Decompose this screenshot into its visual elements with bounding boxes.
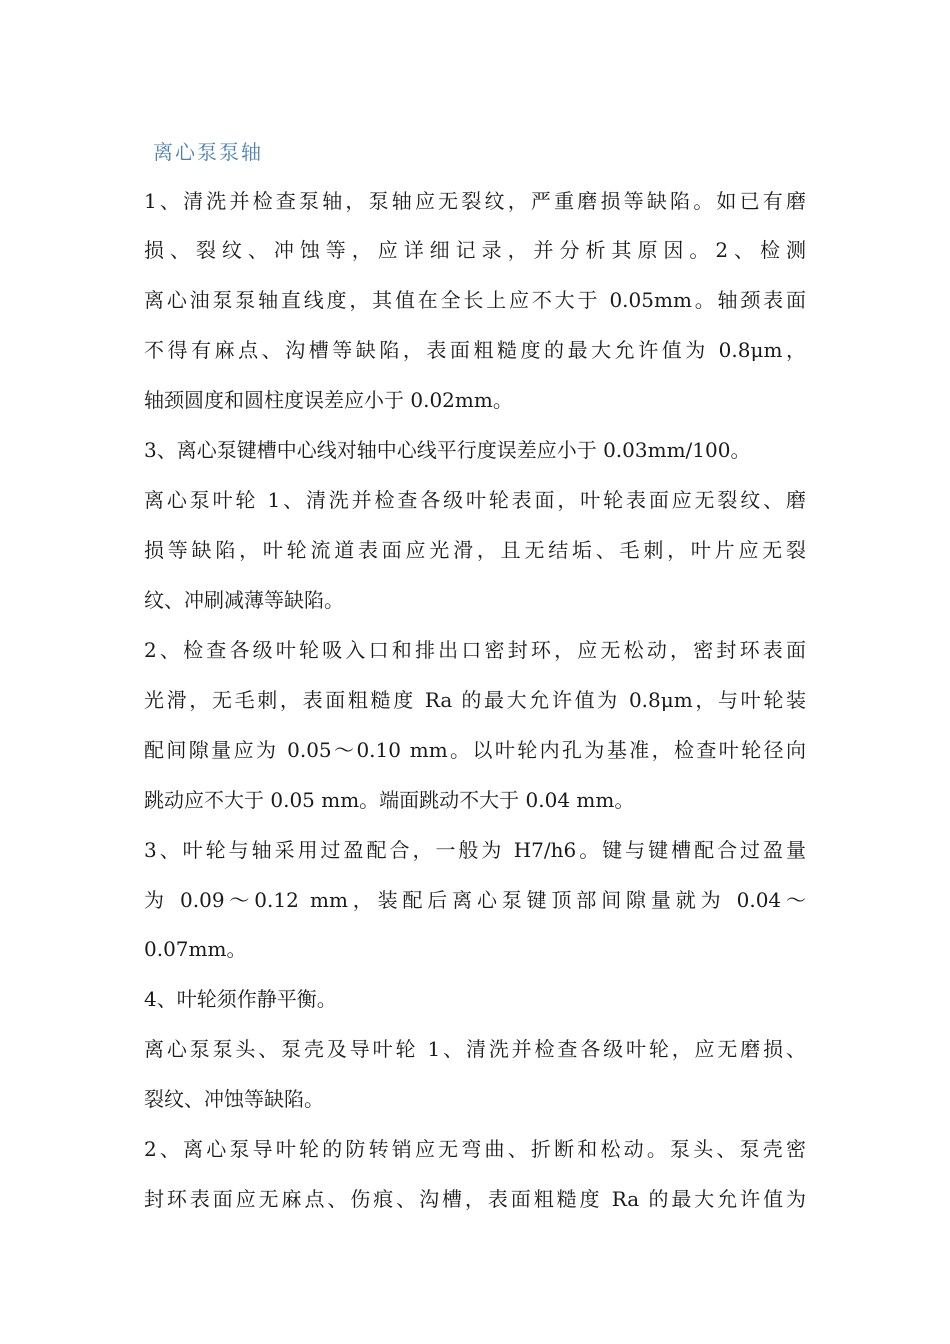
text-line: 3、离心泵键槽中心线对轴中心线平行度误差应小于 0.03mm/100。: [144, 438, 751, 462]
text-line: 2、检查各级叶轮吸入口和排出口密封环，应无松动，密封环表面: [144, 638, 806, 662]
text-line: 2、离心泵导叶轮的防转销应无弯曲、折断和松动。泵头、泵壳密: [144, 1137, 806, 1161]
text-line: 损、裂纹、冲蚀等，应详细记录，并分析其原因。2、检测: [144, 238, 806, 262]
text-line: 离心泵泵头、泵壳及导叶轮 1、清洗并检查各级叶轮，应无磨损、: [144, 1037, 806, 1061]
text-line: 轴颈圆度和圆柱度误差应小于 0.02mm。: [144, 388, 513, 412]
text-line: 纹、冲刷减薄等缺陷。: [144, 588, 344, 612]
text-line: 0.07mm。: [144, 937, 247, 961]
text-line: 离心油泵泵轴直线度，其值在全长上应不大于 0.05mm。轴颈表面: [144, 288, 806, 312]
text-line: 跳动应不大于 0.05 mm。端面跳动不大于 0.04 mm。: [144, 788, 635, 812]
text-line: 1、清洗并检查泵轴，泵轴应无裂纹，严重磨损等缺陷。如已有磨: [144, 189, 806, 213]
text-line: 光滑，无毛刺，表面粗糙度 Ra 的最大允许值为 0.8μm，与叶轮装: [144, 688, 806, 712]
text-line: 4、叶轮须作静平衡。: [144, 987, 337, 1011]
text-line: 配间隙量应为 0.05～0.10 mm。以叶轮内孔为基准，检查叶轮径向: [144, 738, 806, 762]
text-line: 不得有麻点、沟槽等缺陷，表面粗糙度的最大允许值为 0.8μm，: [144, 338, 806, 362]
section-heading: 离心泵泵轴: [153, 140, 263, 164]
text-line: 裂纹、冲蚀等缺陷。: [144, 1087, 324, 1111]
text-line: 为 0.09～0.12 mm，装配后离心泵键顶部间隙量就为 0.04～: [144, 888, 806, 912]
text-line: 3、叶轮与轴采用过盈配合，一般为 H7/h6。键与键槽配合过盈量: [144, 838, 806, 862]
text-line: 损等缺陷，叶轮流道表面应光滑，且无结垢、毛刺，叶片应无裂: [144, 538, 806, 562]
text-line: 离心泵叶轮 1、清洗并检查各级叶轮表面，叶轮表面应无裂纹、磨: [144, 488, 806, 512]
text-line: 封环表面应无麻点、伤痕、沟槽，表面粗糙度 Ra 的最大允许值为: [144, 1187, 806, 1211]
